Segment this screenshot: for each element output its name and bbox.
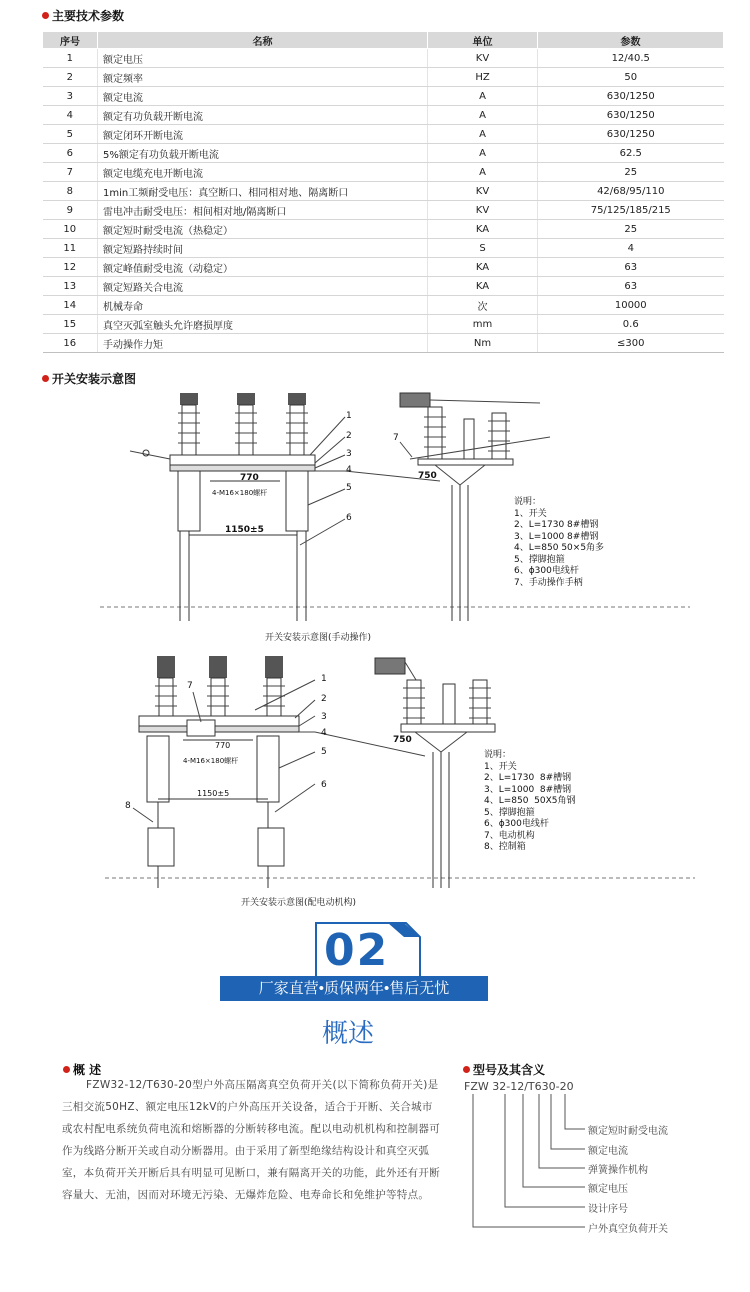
cell-name: 额定峰值耐受电流（动稳定）	[98, 258, 428, 277]
insulator-group	[178, 393, 308, 455]
cell-name: 额定频率	[98, 68, 428, 87]
cell-value: 630/1250	[538, 87, 724, 106]
cell-no: 12	[43, 258, 98, 277]
cell-no: 3	[43, 87, 98, 106]
cell-unit: 次	[428, 296, 538, 315]
cell-no: 14	[43, 296, 98, 315]
model-meaning-3: 弹簧操作机构	[588, 1165, 648, 1176]
cell-unit: A	[428, 144, 538, 163]
overview-heading: 概述	[322, 1019, 375, 1049]
cell-name: 额定短路持续时间	[98, 239, 428, 258]
callout-4: 4	[346, 465, 352, 475]
model-meaning-2: 额定电流	[588, 1146, 628, 1157]
cell-no: 9	[43, 201, 98, 220]
cell-name: 额定有功负载开断电流	[98, 106, 428, 125]
table-row	[43, 258, 724, 277]
cell-unit: KV	[428, 49, 538, 68]
cell-unit: A	[428, 87, 538, 106]
cell-no: 13	[43, 277, 98, 296]
cell-value: 10000	[538, 296, 724, 315]
cell-value: 63	[538, 258, 724, 277]
cell-value: 4	[538, 239, 724, 258]
model-code: FZW 32-12/T630-20	[464, 1080, 574, 1093]
cell-no: 11	[43, 239, 98, 258]
cell-name: 额定电压	[98, 49, 428, 68]
cell-name: 额定短时耐受电流（热稳定）	[98, 220, 428, 239]
table-row	[43, 68, 724, 87]
callout-1: 1	[321, 674, 327, 684]
cell-no: 16	[43, 334, 98, 353]
cell-no: 4	[43, 106, 98, 125]
model-bracket-lines	[465, 1094, 595, 1234]
caption-electric: 开关安装示意图(配电动机构)	[241, 898, 357, 908]
caption-manual: 开关安装示意图(手动操作)	[265, 633, 372, 643]
cell-unit: KA	[428, 220, 538, 239]
cell-unit: KV	[428, 182, 538, 201]
cell-unit: Nm	[428, 334, 538, 353]
banner-number: 02	[324, 925, 390, 976]
table-body	[43, 49, 724, 353]
cell-name: 额定闭环开断电流	[98, 125, 428, 144]
params-table	[42, 31, 724, 353]
bullet-dot-icon	[463, 1066, 470, 1073]
overview-title: 概 述	[63, 1061, 101, 1078]
callout-1: 1	[346, 411, 352, 421]
cell-value: 630/1250	[538, 106, 724, 125]
model-meaning-4: 额定电压	[588, 1184, 628, 1195]
cell-name: 额定电缆充电开断电流	[98, 163, 428, 182]
cell-no: 8	[43, 182, 98, 201]
table-row	[43, 49, 724, 68]
callout-7: 7	[187, 681, 193, 691]
bolt-label: 4-M16×180螺杆	[183, 757, 239, 765]
dim-750: 750	[393, 735, 412, 745]
cell-unit: A	[428, 125, 538, 144]
header-value: 参数	[538, 32, 724, 49]
cell-unit: A	[428, 106, 538, 125]
table-row	[43, 277, 724, 296]
dim-770: 770	[240, 473, 259, 483]
cell-name: 真空灭弧室触头允许磨损厚度	[98, 315, 428, 334]
dim-750: 750	[418, 471, 437, 481]
callout-2: 2	[321, 694, 327, 704]
cell-unit: KA	[428, 277, 538, 296]
section-title-install: 开关安装示意图	[42, 370, 136, 387]
cell-value: ≤300	[538, 334, 724, 353]
header-no: 序号	[43, 32, 98, 49]
model-title: 型号及其含义	[463, 1061, 545, 1078]
table-row	[43, 296, 724, 315]
cell-unit: KV	[428, 201, 538, 220]
model-meaning-5: 设计序号	[588, 1204, 628, 1215]
cell-name: 5%额定有功负载开断电流	[98, 144, 428, 163]
bullet-dot-icon	[42, 12, 49, 19]
overview-text: FZW32-12/T630-20型户外高压隔离真空负荷开关(以下简称负荷开关)是三相交流50HZ、额定电压12kV的户外高压开关设备，适合于开断、关合城市或农村配电系统负荷电流和熔断器的分断转移电流。配以电动机机构和控制器可作为线路分断开关或自动分断器用。由于采用了新型绝缘结构设计和真空灭弧室，本负荷开关开断后具有明显可见断口，兼有隔离开关的功能，此外还有开断容量大、无油，因而对环境无污染、无爆炸危险、电寿命长和免维护等特点。	[62, 1079, 440, 1201]
table-row	[43, 182, 724, 201]
cell-value: 25	[538, 220, 724, 239]
callout-5: 5	[321, 747, 327, 757]
callout-6: 6	[321, 780, 327, 790]
cell-value: 63	[538, 277, 724, 296]
install-diagram-electric	[105, 652, 695, 892]
table-row	[43, 163, 724, 182]
callout-3: 3	[346, 449, 352, 459]
cell-name: 手动操作力矩	[98, 334, 428, 353]
legend-manual: 说明： 1、开关 2、L=1730 8#槽钢 3、L=1000 8#槽钢 4、L=850 50×5角多 5、撑脚抱箍 6、ϕ300电线杆 7、手动操作手柄	[514, 497, 605, 588]
cell-value: 42/68/95/110	[538, 182, 724, 201]
header-name: 名称	[98, 32, 428, 49]
table-row	[43, 106, 724, 125]
model-meaning-1: 额定短时耐受电流	[588, 1126, 668, 1137]
model-meaning-6: 户外真空负荷开关	[588, 1224, 668, 1235]
cell-no: 10	[43, 220, 98, 239]
callout-2: 2	[346, 431, 352, 441]
dim-1150: 1150±5	[197, 789, 230, 798]
cell-no: 15	[43, 315, 98, 334]
table-row	[43, 201, 724, 220]
table-row	[43, 220, 724, 239]
table-row	[43, 239, 724, 258]
cell-value: 62.5	[538, 144, 724, 163]
cell-value: 75/125/185/215	[538, 201, 724, 220]
cell-unit: HZ	[428, 68, 538, 87]
bullet-dot-icon	[42, 375, 49, 382]
cell-value: 0.6	[538, 315, 724, 334]
cell-unit: mm	[428, 315, 538, 334]
banner-slogan: 厂家直营•质保两年•售后无忧	[220, 976, 488, 1001]
cell-unit: S	[428, 239, 538, 258]
cell-unit: A	[428, 163, 538, 182]
cell-name: 1min工频耐受电压：真空断口、相同相对地、隔离断口	[98, 182, 428, 201]
bullet-dot-icon	[63, 1066, 70, 1073]
cell-no: 5	[43, 125, 98, 144]
cell-value: 12/40.5	[538, 49, 724, 68]
callout-3: 3	[321, 712, 327, 722]
cell-name: 额定短路关合电流	[98, 277, 428, 296]
table-row	[43, 125, 724, 144]
cell-value: 25	[538, 163, 724, 182]
section-title-params: 主要技术参数	[42, 7, 124, 24]
dim-1150: 1150±5	[225, 525, 264, 535]
dim-770: 770	[215, 741, 231, 750]
cell-name: 额定电流	[98, 87, 428, 106]
cell-value: 50	[538, 68, 724, 87]
table-row	[43, 334, 724, 353]
cell-no: 7	[43, 163, 98, 182]
table-row	[43, 87, 724, 106]
cell-name: 雷电冲击耐受电压：相间相对地/隔离断口	[98, 201, 428, 220]
cell-no: 1	[43, 49, 98, 68]
header-unit: 单位	[428, 32, 538, 49]
callout-8: 8	[125, 801, 131, 811]
cell-no: 6	[43, 144, 98, 163]
cell-unit: KA	[428, 258, 538, 277]
table-row	[43, 144, 724, 163]
bolt-label: 4-M16×180螺杆	[212, 489, 268, 497]
table-header-row	[43, 32, 724, 49]
table-row	[43, 315, 724, 334]
callout-6: 6	[346, 513, 352, 523]
cell-name: 机械寿命	[98, 296, 428, 315]
cell-value: 630/1250	[538, 125, 724, 144]
cell-no: 2	[43, 68, 98, 87]
callout-5: 5	[346, 483, 352, 493]
callout-4: 4	[321, 728, 327, 738]
legend-electric: 说明： 1、开关 2、L=1730 8#槽钢 3、L=1000 8#槽钢 4、L=850 50X5角钢 5、撑脚抱箍 6、ϕ300电线杆 7、电动机构 8、控制箱	[484, 750, 576, 852]
callout-7: 7	[393, 433, 399, 443]
